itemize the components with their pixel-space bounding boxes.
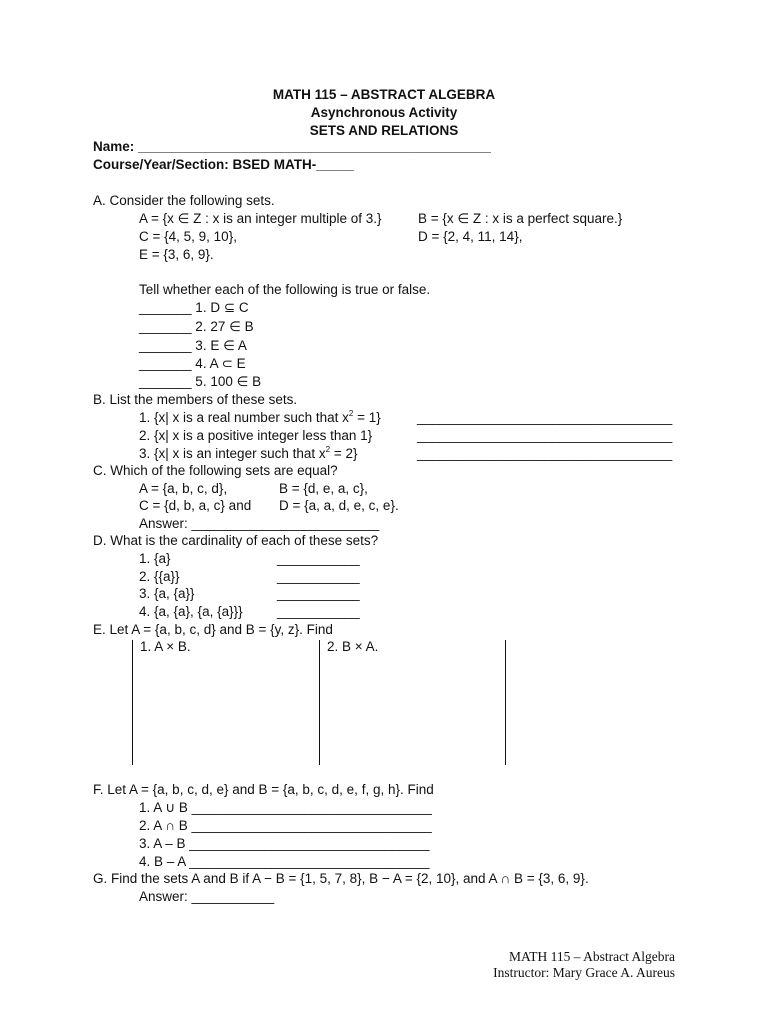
section-a-instruction: Tell whether each of the following is true or false.: [139, 282, 431, 297]
set-d-listing: D = {a, a, d, e, c, e}.: [279, 498, 399, 513]
section-c-intro: C. Which of the following sets are equal?: [93, 463, 338, 478]
section-g-answer[interactable]: Answer: ___________: [139, 889, 275, 904]
answer-blank[interactable]: ___________: [277, 569, 360, 584]
true-false-item[interactable]: _______ 5. 100 ∈ B: [139, 374, 262, 389]
section-c-answer[interactable]: Answer: _________________________: [139, 516, 380, 531]
set-e-definition: E = {3, 6, 9}.: [139, 247, 214, 262]
set-operation-item[interactable]: 4. B – A ________________________________: [139, 854, 430, 869]
section-g-intro: G. Find the sets A and B if A − B = {1, 5, 7, 8}, B − A = {2, 10}, and A ∩ B = {3, 6, 9}.: [93, 871, 589, 886]
set-operation-item[interactable]: 3. A – B ________________________________: [139, 836, 430, 851]
activity-type: Asynchronous Activity: [310, 105, 458, 120]
answer-blank[interactable]: __________________________________: [417, 446, 673, 461]
column-divider: [505, 640, 506, 765]
footer-instructor: Instructor: Mary Grace A. Aureus: [493, 965, 675, 980]
answer-blank[interactable]: ___________: [277, 604, 360, 619]
name-field[interactable]: Name: _______________________________________________: [93, 139, 491, 154]
footer-course: MATH 115 – Abstract Algebra: [509, 949, 675, 964]
section-b-intro: B. List the members of these sets.: [93, 392, 298, 407]
answer-blank[interactable]: __________________________________: [417, 428, 673, 443]
set-operation-item[interactable]: 2. A ∩ B ________________________________: [139, 818, 432, 833]
true-false-item[interactable]: _______ 2. 27 ∈ B: [139, 319, 254, 334]
answer-blank[interactable]: ___________: [277, 551, 360, 566]
cartesian-product-2-label: 2. B × A.: [327, 639, 379, 654]
section-d-intro: D. What is the cardinality of each of these sets?: [93, 533, 379, 548]
set-c-definition: C = {4, 5, 9, 10},: [139, 229, 237, 244]
section-field[interactable]: Course/Year/Section: BSED MATH-_____: [93, 157, 354, 172]
true-false-item[interactable]: _______ 1. D ⊆ C: [139, 300, 249, 315]
set-builder-item: 1. {x| x is a real number such that $x^2 = 1$}: [139, 409, 381, 425]
true-false-item[interactable]: _______ 4. A ⊂ E: [139, 356, 246, 371]
set-d-definition: D = {2, 4, 11, 14},: [418, 229, 523, 244]
set-c-listing: C = {d, b, a, c} and: [139, 498, 252, 513]
set-b-listing: B = {d, e, a, c},: [279, 481, 368, 496]
cartesian-product-1-label: 1. A × B.: [140, 639, 191, 654]
cardinality-item: 4. {a, {a}, {a, {a}}}: [139, 604, 243, 619]
set-a-definition: A = {x ∈ Z : x is an integer multiple of 3.}: [139, 211, 382, 226]
section-f-intro: F. Let A = {a, b, c, d, e} and B = {a, b, c, d, e, f, g, h}. Find: [93, 782, 434, 797]
column-divider: [132, 640, 133, 765]
true-false-item[interactable]: _______ 3. E ∈ A: [139, 338, 247, 353]
topic-title: SETS AND RELATIONS: [309, 123, 459, 138]
set-b-definition: B = {x ∈ Z : x is a perfect square.}: [418, 211, 623, 226]
set-a-listing: A = {a, b, c, d},: [139, 481, 228, 496]
answer-blank[interactable]: __________________________________: [417, 410, 673, 425]
set-builder-item: 2. {x| x is a positive integer less than 1}: [139, 428, 373, 443]
course-title: MATH 115 – ABSTRACT ALGEBRA: [272, 87, 496, 102]
cardinality-item: 1. {a}: [139, 551, 171, 566]
answer-blank[interactable]: ___________: [277, 586, 360, 601]
column-divider: [319, 640, 320, 765]
set-builder-item: 3. {x| x is an integer such that $x^2 = 2$}: [139, 445, 358, 461]
section-e-intro: E. Let A = {a, b, c, d} and B = {y, z}. Find: [93, 622, 333, 637]
set-operation-item[interactable]: 1. A ∪ B ________________________________: [139, 800, 432, 815]
cardinality-item: 3. {a, {a}}: [139, 586, 195, 601]
section-a-intro: A. Consider the following sets.: [93, 193, 275, 208]
cardinality-item: 2. {{a}}: [139, 569, 180, 584]
